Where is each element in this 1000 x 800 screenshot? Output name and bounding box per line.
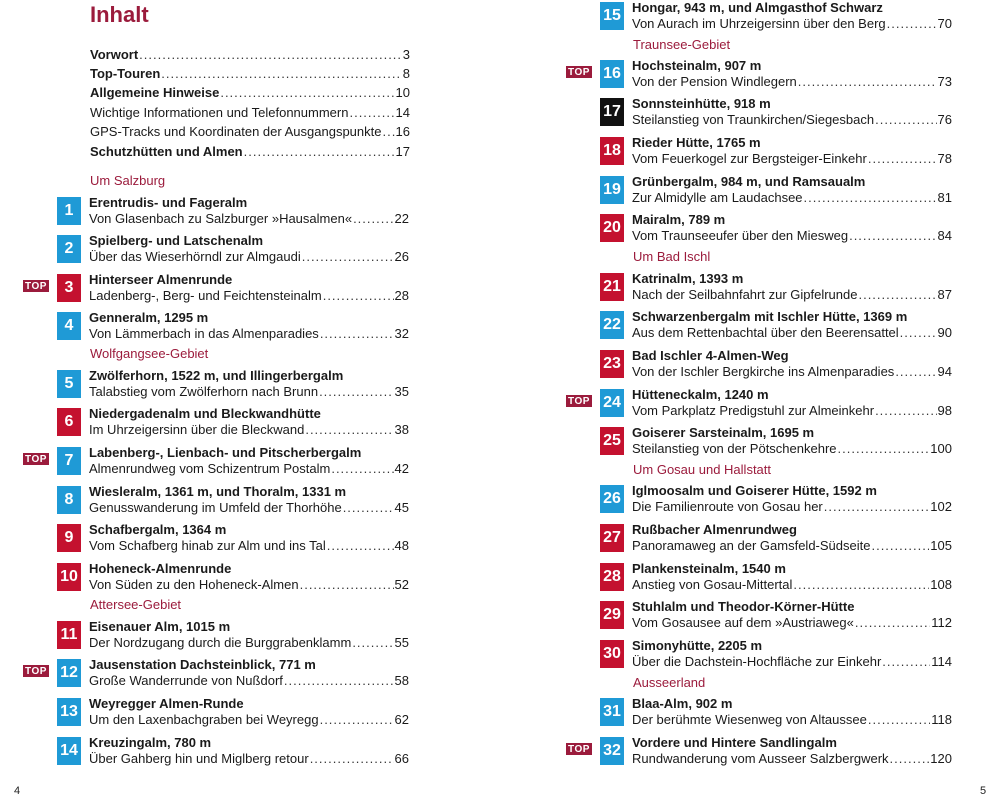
leader-dots — [900, 325, 937, 340]
toc-entry-label: Schutzhütten und Almen — [90, 144, 243, 159]
tour-entry-27[interactable] — [600, 522, 990, 556]
tour-page: 26 — [394, 249, 409, 264]
tour-description: Almenrundweg vom Schizentrum Postalm — [89, 461, 331, 476]
toc-entry-top-touren[interactable] — [90, 66, 410, 81]
tour-description: Die Familienroute von Gosau her — [632, 499, 823, 514]
tour-page: 105 — [930, 538, 952, 553]
tour-number-badge: 26 — [600, 485, 624, 513]
leader-dots — [319, 384, 393, 399]
tour-title: Labenberg-, Lienbach- und Pitscherbergalm — [89, 445, 362, 460]
toc-entry-label: Allgemeine Hinweise — [90, 85, 220, 100]
toc-entry-label: Top-Touren — [90, 66, 161, 81]
tour-description-line — [632, 577, 952, 592]
tour-number-badge: 14 — [57, 737, 81, 765]
leader-dots — [161, 66, 401, 81]
tour-page: 87 — [937, 287, 952, 302]
tour-description: Vom Feuerkogel zur Bergsteiger-Einkehr — [632, 151, 867, 166]
tour-entry-21[interactable] — [600, 271, 990, 305]
tour-title: Simonyhütte, 2205 m — [632, 638, 763, 653]
tour-page: 42 — [394, 461, 409, 476]
tour-entry-20[interactable] — [600, 212, 990, 246]
tour-entry-24[interactable] — [600, 387, 990, 421]
tour-description: Über Gahberg hin und Miglberg retour — [89, 751, 309, 766]
top-tour-label: TOP — [23, 280, 49, 292]
tour-entry-19[interactable] — [600, 174, 990, 208]
tour-number-badge: 24 — [600, 389, 624, 417]
tour-page: 98 — [937, 403, 952, 418]
leader-dots — [352, 635, 393, 650]
tour-title: Hütteneckalm, 1240 m — [632, 387, 769, 402]
toc-entry-gps-tracks[interactable] — [90, 124, 410, 139]
top-tour-label: TOP — [566, 395, 592, 407]
tour-description-line — [89, 384, 409, 399]
tour-description-line — [632, 228, 952, 243]
tour-description-line — [632, 499, 952, 514]
tour-number-badge: 11 — [57, 621, 81, 649]
tour-page: 90 — [937, 325, 952, 340]
toc-entry-label: Wichtige Informationen und Telefonnummern — [90, 105, 349, 120]
tour-number-badge: 20 — [600, 214, 624, 242]
region-heading-wolfgangsee: Wolfgangsee-Gebiet — [90, 346, 209, 361]
tour-entry-3[interactable] — [57, 272, 447, 306]
leader-dots — [887, 16, 937, 31]
tour-page: 66 — [394, 751, 409, 766]
tour-page: 120 — [930, 751, 952, 766]
region-heading-bad-ischl: Um Bad Ischl — [633, 249, 711, 264]
toc-entry-allgemeine-hinweise[interactable] — [90, 85, 410, 100]
tour-description-line — [632, 364, 952, 379]
tour-description-line — [632, 751, 952, 766]
leader-dots — [343, 500, 394, 515]
tour-description-line — [632, 403, 952, 418]
tour-number-badge: 9 — [57, 524, 81, 552]
tour-title: Blaa-Alm, 902 m — [632, 696, 733, 711]
region-heading-salzburg: Um Salzburg — [90, 173, 166, 188]
tour-entry-16[interactable] — [600, 58, 990, 92]
tour-number-badge: 18 — [600, 137, 624, 165]
tour-description-line — [89, 635, 409, 650]
tour-number-badge: 19 — [600, 176, 624, 204]
tour-number-badge: 5 — [57, 370, 81, 398]
tour-number-badge: 12 — [57, 659, 81, 687]
leader-dots — [824, 499, 930, 514]
tour-number-badge: 6 — [57, 408, 81, 436]
toc-entry-wichtige-informationen[interactable] — [90, 105, 410, 120]
tour-title: Wiesleralm, 1361 m, und Thoralm, 1331 m — [89, 484, 347, 499]
tour-title: Plankensteinalm, 1540 m — [632, 561, 786, 576]
tour-page: 81 — [937, 190, 952, 205]
tour-description: Von Glasenbach zu Salzburger »Hausalmen« — [89, 211, 353, 226]
top-tour-label: TOP — [23, 665, 49, 677]
leader-dots — [858, 287, 936, 302]
tour-number-badge: 31 — [600, 698, 624, 726]
tour-entry-30[interactable] — [600, 638, 990, 672]
tour-description-line — [89, 538, 409, 553]
tour-entry-32[interactable] — [600, 735, 990, 769]
tour-number-badge: 4 — [57, 312, 81, 340]
tour-description: Anstieg von Gosau-Mittertal — [632, 577, 793, 592]
tour-description-line — [89, 712, 409, 727]
tour-description-line — [632, 712, 952, 727]
tour-page: 32 — [394, 326, 409, 341]
tour-page: 22 — [394, 211, 409, 226]
tour-description: Der Nordzugang durch die Burggrabenklamm — [89, 635, 352, 650]
top-tour-label: TOP — [23, 453, 49, 465]
tour-number-badge: 10 — [57, 563, 81, 591]
page-title: Inhalt — [90, 2, 149, 27]
tour-description-line — [632, 112, 952, 127]
leader-dots — [320, 712, 394, 727]
tour-entry-1[interactable] — [57, 195, 447, 229]
toc-entry-page: 17 — [395, 144, 410, 159]
leader-dots — [895, 364, 936, 379]
tour-description-line — [632, 538, 952, 553]
tour-description: Steilanstieg von der Pötschenkehre — [632, 441, 837, 456]
tour-description: Von Süden zu den Hoheneck-Almen — [89, 577, 299, 592]
top-tour-label: TOP — [566, 66, 592, 78]
tour-description: Von Aurach im Uhrzeigersinn über den Berg — [632, 16, 886, 31]
tour-title: Rieder Hütte, 1765 m — [632, 135, 761, 150]
tour-title: Sonnsteinhütte, 918 m — [632, 96, 771, 111]
tour-number-badge: 30 — [600, 640, 624, 668]
region-heading-traunsee: Traunsee-Gebiet — [633, 37, 731, 52]
tour-title: Erentrudis- und Fageralm — [89, 195, 248, 210]
leader-dots — [327, 538, 394, 553]
tour-page: 108 — [930, 577, 952, 592]
leader-dots — [284, 673, 394, 688]
toc-entry-page: 16 — [395, 124, 410, 139]
leader-dots — [882, 654, 930, 669]
tour-description: Von Lämmerbach in das Almenparadies — [89, 326, 319, 341]
tour-number-badge: 16 — [600, 60, 624, 88]
tour-number-badge: 13 — [57, 698, 81, 726]
tour-entry-10[interactable] — [57, 561, 447, 595]
tour-entry-28[interactable] — [600, 561, 990, 595]
tour-description-line — [89, 751, 409, 766]
tour-description: Über die Dachstein-Hochfläche zur Einkehr — [632, 654, 882, 669]
leader-dots — [804, 190, 937, 205]
leader-dots — [302, 249, 394, 264]
tour-entry-15[interactable] — [600, 0, 990, 34]
toc-entry-vorwort[interactable] — [90, 47, 410, 62]
leader-dots — [300, 577, 394, 592]
tour-page: 62 — [394, 712, 409, 727]
tour-description-line — [89, 249, 409, 264]
leader-dots — [353, 211, 393, 226]
tour-description-line — [89, 422, 409, 437]
tour-description: Vom Schafberg hinab zur Alm und ins Tal — [89, 538, 326, 553]
tour-page: 100 — [930, 441, 952, 456]
tour-page: 52 — [394, 577, 409, 592]
tour-description: Im Uhrzeigersinn über die Bleckwand — [89, 422, 305, 437]
tour-title: Schwarzenbergalm mit Ischler Hütte, 1369 m — [632, 309, 908, 324]
tour-title: Kreuzingalm, 780 m — [89, 735, 212, 750]
toc-entry-page: 8 — [402, 66, 410, 81]
leader-dots — [849, 228, 936, 243]
tour-page: 48 — [394, 538, 409, 553]
tour-number-badge: 21 — [600, 273, 624, 301]
tour-title: Jausenstation Dachsteinblick, 771 m — [89, 657, 316, 672]
tour-page: 58 — [394, 673, 409, 688]
tour-title: Rußbacher Almenrundweg — [632, 522, 797, 537]
tour-description-line — [632, 151, 952, 166]
tour-number-badge: 28 — [600, 563, 624, 591]
tour-description-line — [89, 577, 409, 592]
tour-description-line — [632, 441, 952, 456]
tour-page: 118 — [931, 712, 952, 727]
tour-description: Nach der Seilbahnfahrt zur Gipfelrunde — [632, 287, 858, 302]
leader-dots — [349, 105, 394, 120]
tour-title: Schafbergalm, 1364 m — [89, 522, 227, 537]
tour-entry-17[interactable] — [600, 96, 990, 130]
tour-description: Aus dem Rettenbachtal über den Beerensattel — [632, 325, 899, 340]
tour-description: Steilanstieg von Traunkirchen/Siegesbach — [632, 112, 875, 127]
tour-title: Zwölferhorn, 1522 m, und Illingerbergalm — [89, 368, 344, 383]
tour-title: Hoheneck-Almenrunde — [89, 561, 232, 576]
tour-title: Hochsteinalm, 907 m — [632, 58, 762, 73]
tour-number-badge: 3 — [57, 274, 81, 302]
tour-description-line — [632, 287, 952, 302]
tour-entry-4[interactable] — [57, 310, 447, 344]
tour-page: 94 — [937, 364, 952, 379]
leader-dots — [868, 712, 930, 727]
tour-description: Vom Parkplatz Predigstuhl zur Almeinkehr — [632, 403, 875, 418]
tour-description: Talabstieg vom Zwölferhorn nach Brunn — [89, 384, 319, 399]
tour-description: Panoramaweg an der Gamsfeld-Südseite — [632, 538, 871, 553]
tour-entry-8[interactable] — [57, 484, 447, 518]
leader-dots — [382, 124, 394, 139]
leader-dots — [139, 47, 402, 62]
tour-number-badge: 1 — [57, 197, 81, 225]
leader-dots — [875, 403, 936, 418]
tour-number-badge: 17 — [600, 98, 624, 126]
tour-title: Stuhlalm und Theodor-Körner-Hütte — [632, 599, 855, 614]
tour-entry-11[interactable] — [57, 619, 447, 653]
tour-entry-26[interactable] — [600, 483, 990, 517]
tour-number-badge: 15 — [600, 2, 624, 30]
page-number-left: 4 — [14, 785, 21, 797]
tour-description-line — [632, 74, 952, 89]
tour-number-badge: 27 — [600, 524, 624, 552]
region-heading-attersee: Attersee-Gebiet — [90, 597, 182, 612]
toc-entry-page: 10 — [395, 85, 410, 100]
toc-entry-label: GPS-Tracks und Koordinaten der Ausgangspunkte — [90, 124, 382, 139]
tour-page: 38 — [394, 422, 409, 437]
tour-page: 28 — [394, 288, 409, 303]
leader-dots — [310, 751, 394, 766]
tour-entry-6[interactable] — [57, 406, 447, 440]
tour-description: Zur Almidylle am Laudachsee — [632, 190, 803, 205]
tour-title: Bad Ischler 4-Almen-Weg — [632, 348, 789, 363]
tour-page: 114 — [931, 654, 952, 669]
toc-entry-page: 14 — [395, 105, 410, 120]
tour-number-badge: 7 — [57, 447, 81, 475]
tour-entry-25[interactable] — [600, 425, 990, 459]
tour-title: Vordere und Hintere Sandlingalm — [632, 735, 837, 750]
tour-description-line — [89, 461, 409, 476]
tour-title: Katrinalm, 1393 m — [632, 271, 744, 286]
tour-entry-13[interactable] — [57, 696, 447, 730]
tour-description-line — [632, 190, 952, 205]
leader-dots — [305, 422, 393, 437]
tour-description-line — [89, 326, 409, 341]
tour-entry-14[interactable] — [57, 735, 447, 769]
tour-description-line — [632, 615, 952, 630]
tour-page: 45 — [394, 500, 409, 515]
tour-number-badge: 8 — [57, 486, 81, 514]
leader-dots — [855, 615, 930, 630]
tour-title: Eisenauer Alm, 1015 m — [89, 619, 231, 634]
region-heading-ausseerland: Ausseerland — [633, 675, 706, 690]
leader-dots — [220, 85, 394, 100]
tour-description: Vom Gosausee auf dem »Austriaweg« — [632, 615, 854, 630]
tour-page: 76 — [937, 112, 952, 127]
tour-description-line — [632, 654, 952, 669]
tour-entry-29[interactable] — [600, 599, 990, 633]
tour-description-line — [632, 16, 952, 31]
tour-entry-18[interactable] — [600, 135, 990, 169]
leader-dots — [320, 326, 394, 341]
tour-page: 70 — [937, 16, 952, 31]
tour-description: Der berühmte Wiesenweg von Altaussee — [632, 712, 867, 727]
tour-description-line — [632, 325, 952, 340]
tour-number-badge: 2 — [57, 235, 81, 263]
tour-entry-9[interactable] — [57, 522, 447, 556]
tour-description-line — [89, 500, 409, 515]
toc-entry-page: 3 — [402, 47, 410, 62]
top-tour-label: TOP — [566, 743, 592, 755]
tour-number-badge: 22 — [600, 311, 624, 339]
tour-number-badge: 32 — [600, 737, 624, 765]
leader-dots — [331, 461, 393, 476]
leader-dots — [793, 577, 929, 592]
tour-description: Vom Traunseeufer über den Miesweg — [632, 228, 849, 243]
tour-entry-22[interactable] — [600, 309, 990, 343]
tour-title: Spielberg- und Latschenalm — [89, 233, 264, 248]
tour-description: Von der Ischler Bergkirche ins Almenparadies — [632, 364, 895, 379]
region-heading-gosau: Um Gosau und Hallstatt — [633, 462, 772, 477]
leader-dots — [875, 112, 936, 127]
tour-title: Goiserer Sarsteinalm, 1695 m — [632, 425, 815, 440]
tour-title: Iglmoosalm und Goiserer Hütte, 1592 m — [632, 483, 877, 498]
tour-description-line — [89, 673, 409, 688]
tour-number-badge: 29 — [600, 601, 624, 629]
tour-page: 73 — [937, 74, 952, 89]
tour-page: 55 — [394, 635, 409, 650]
tour-entry-31[interactable] — [600, 696, 990, 730]
tour-entry-23[interactable] — [600, 348, 990, 382]
toc-entry-schutzhuetten[interactable] — [90, 144, 410, 159]
page-number-right: 5 — [980, 785, 987, 797]
tour-description: Von der Pension Windlegern — [632, 74, 797, 89]
leader-dots — [890, 751, 930, 766]
tour-description: Rundwanderung vom Ausseer Salzbergwerk — [632, 751, 889, 766]
tour-description: Ladenberg-, Berg- und Feichtensteinalm — [89, 288, 322, 303]
tour-title: Grünbergalm, 984 m, und Ramsaualm — [632, 174, 866, 189]
tour-number-badge: 25 — [600, 427, 624, 455]
tour-number-badge: 23 — [600, 350, 624, 378]
tour-title: Hongar, 943 m, und Almgasthof Schwarz — [632, 0, 883, 15]
leader-dots — [871, 538, 929, 553]
tour-description-line — [89, 288, 409, 303]
tour-description: Genusswanderung im Umfeld der Thorhöhe — [89, 500, 342, 515]
leader-dots — [798, 74, 937, 89]
toc-entry-label: Vorwort — [90, 47, 139, 62]
tour-page: 102 — [930, 499, 952, 514]
tour-entry-7[interactable] — [57, 445, 447, 479]
tour-description: Um den Laxenbachgraben bei Weyregg — [89, 712, 319, 727]
leader-dots — [868, 151, 937, 166]
tour-description: Über das Wieserhörndl zur Almgaudi — [89, 249, 301, 264]
leader-dots — [323, 288, 394, 303]
tour-description: Große Wanderrunde von Nußdorf — [89, 673, 283, 688]
leader-dots — [244, 144, 395, 159]
tour-title: Hinterseer Almenrunde — [89, 272, 233, 287]
tour-entry-5[interactable] — [57, 368, 447, 402]
tour-title: Genneralm, 1295 m — [89, 310, 209, 325]
leader-dots — [838, 441, 930, 456]
tour-page: 84 — [937, 228, 952, 243]
tour-page: 112 — [931, 615, 952, 630]
tour-title: Weyregger Almen-Runde — [89, 696, 244, 711]
tour-entry-2[interactable] — [57, 233, 447, 267]
tour-entry-12[interactable] — [57, 657, 447, 691]
tour-page: 35 — [394, 384, 409, 399]
tour-title: Niedergadenalm und Bleckwandhütte — [89, 406, 321, 421]
tour-page: 78 — [937, 151, 952, 166]
tour-description-line — [89, 211, 409, 226]
tour-title: Mairalm, 789 m — [632, 212, 726, 227]
